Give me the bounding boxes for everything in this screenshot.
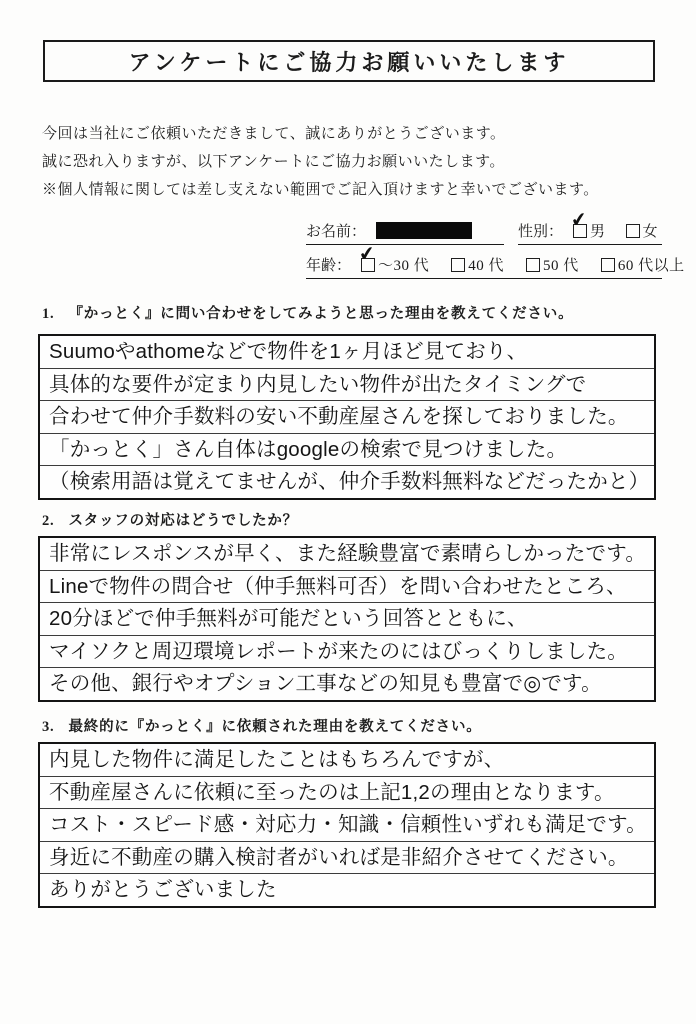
checkbox-gender-male[interactable] bbox=[569, 207, 606, 241]
checkmark-icon: ✔ bbox=[357, 241, 377, 267]
intro-line: 誠に恐れ入りますが、以下アンケートにご協力お願いいたします。 bbox=[42, 154, 505, 170]
age-option-label: 50 代 bbox=[543, 258, 579, 274]
gender-option-label: 女 bbox=[642, 224, 659, 240]
answer-line: その他、銀行やオプション工事などの知見も豊富で◎です。 bbox=[49, 672, 602, 696]
answer-line: 「かっとく」さん自体はgoogleの検索で見つけました。 bbox=[40, 434, 654, 467]
checkbox-age-50s[interactable] bbox=[526, 254, 579, 275]
answer-line: 内見した物件に満足したことはもちろんですが、 bbox=[40, 744, 654, 777]
answer-line: 非常にレスポンスが早く、また経験豊富で素晴らしかったです。 bbox=[40, 538, 654, 571]
answer-line: 不動産屋さんに依頼に至ったのは上記1,2の理由となります。 bbox=[40, 777, 654, 810]
checkbox-icon bbox=[526, 258, 540, 272]
question-number: 2. bbox=[42, 513, 55, 529]
checkbox-gender-female[interactable] bbox=[626, 220, 659, 241]
intro-paragraph bbox=[42, 120, 654, 204]
survey-title-box bbox=[43, 40, 655, 82]
question-2-heading bbox=[42, 509, 656, 530]
respondent-info bbox=[306, 207, 685, 288]
age-option-label: 60 代以上 bbox=[617, 258, 685, 274]
checkbox-icon bbox=[361, 258, 375, 272]
age-field bbox=[306, 241, 685, 279]
answer-line: 合わせて仲介手数料の安い不動産屋さんを探しておりました。 bbox=[40, 401, 654, 434]
intro-line: ※個人情報に関しては差し支えない範囲でご記入頂けますと幸いでございます。 bbox=[42, 182, 599, 198]
age-option-label: 40 代 bbox=[468, 258, 505, 274]
answer-box-3[interactable] bbox=[38, 742, 656, 908]
question-3-heading bbox=[42, 715, 656, 736]
answer-box-2[interactable] bbox=[38, 536, 656, 702]
question-text: 最終的に『かっとく』に依頼された理由を教えてください。 bbox=[68, 719, 482, 735]
name-field[interactable] bbox=[306, 220, 504, 245]
answer-line: コスト・スピード感・対応力・知識・信頼性いずれも満足です。 bbox=[40, 809, 654, 842]
checkbox-icon bbox=[451, 258, 465, 272]
gender-field bbox=[518, 207, 662, 245]
answer-line: マイソクと周辺環境レポートが来たのにはびっくりしました。 bbox=[40, 636, 654, 669]
answer-line: 身近に不動産の購入検討者がいれば是非紹介させてください。 bbox=[40, 842, 654, 875]
checkbox-icon bbox=[573, 224, 587, 238]
answer-box-1[interactable] bbox=[38, 334, 656, 500]
answer-line: ありがとうございました bbox=[49, 878, 277, 902]
gender-label: 性別： bbox=[518, 224, 564, 240]
redacted-name-box bbox=[376, 222, 472, 239]
checkbox-age-60s-plus[interactable] bbox=[601, 254, 685, 275]
question-number: 1. bbox=[42, 306, 55, 322]
question-number: 3. bbox=[42, 719, 55, 735]
answer-line: 具体的な要件が定まり内見したい物件が出たタイミングで bbox=[40, 369, 654, 402]
question-text: スタッフの対応はどうでしたか？ bbox=[68, 513, 298, 529]
age-option-label: ～30 代 bbox=[378, 258, 430, 274]
name-label: お名前： bbox=[306, 224, 367, 240]
checkmark-icon: ✔ bbox=[569, 207, 589, 233]
answer-line: Suumoやathomeなどで物件を1ヶ月ほど見ており、 bbox=[40, 336, 654, 369]
question-text: 『かっとく』に問い合わせをしてみようと思った理由を教えてください。 bbox=[68, 306, 574, 322]
age-row bbox=[306, 241, 685, 279]
survey-title: アンケートにご協力お願いいたします bbox=[128, 49, 570, 75]
checkbox-age-under30s[interactable] bbox=[357, 241, 430, 275]
age-label: 年齢： bbox=[306, 258, 352, 274]
question-1-heading bbox=[42, 302, 656, 323]
checkbox-age-40s[interactable] bbox=[451, 254, 504, 275]
checkbox-icon bbox=[601, 258, 615, 272]
answer-line: Lineで物件の問合せ（仲手無料可否）を問い合わせたところ、 bbox=[40, 571, 654, 604]
gender-option-label: 男 bbox=[590, 224, 606, 240]
answer-line: 20分ほどで仲手無料が可能だという回答とともに、 bbox=[40, 603, 654, 636]
answer-line: （検索用語は覚えてませんが、仲介手数料無料などだったかと） bbox=[49, 470, 650, 494]
intro-line: 今回は当社にご依頼いただきまして、誠にありがとうございます。 bbox=[42, 126, 506, 142]
checkbox-icon bbox=[626, 224, 640, 238]
name-gender-row bbox=[306, 207, 662, 245]
